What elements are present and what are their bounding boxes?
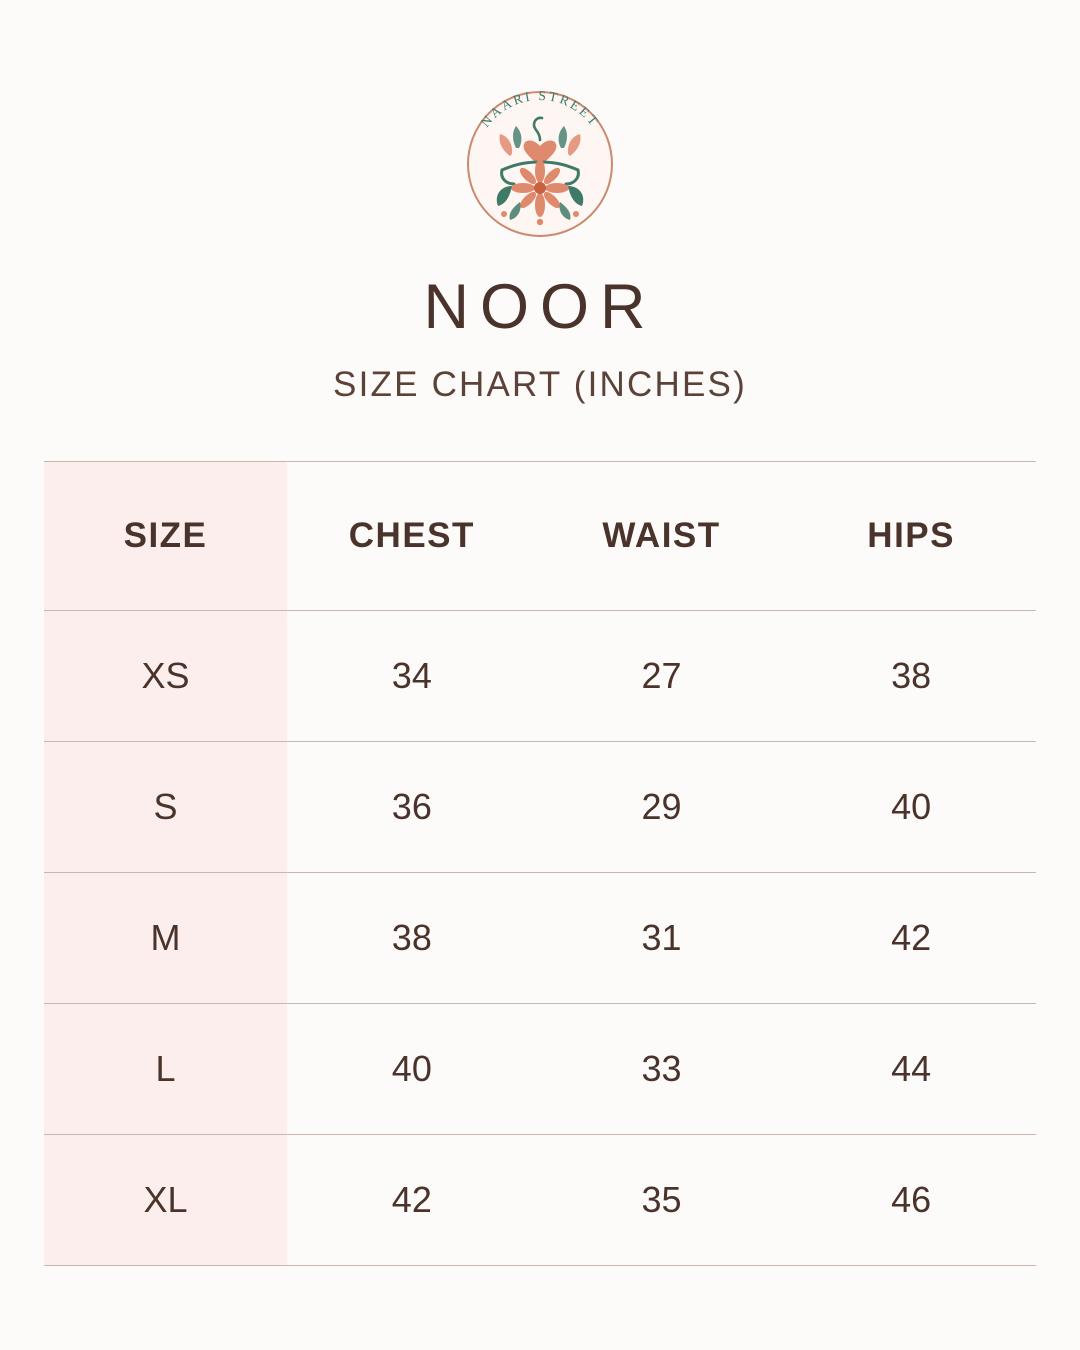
table-body	[44, 611, 1036, 1266]
cell-hips: 46	[786, 1135, 1036, 1266]
column-header-waist: WAIST	[537, 462, 787, 611]
cell-hips: 38	[786, 611, 1036, 742]
brand-name: NOOR	[423, 272, 657, 342]
cell-waist: 35	[537, 1135, 787, 1266]
cell-size: S	[44, 742, 287, 873]
table-header-row	[44, 462, 1036, 611]
cell-size: L	[44, 1004, 287, 1135]
hanger-floral-emblem-icon	[450, 74, 630, 254]
cell-hips: 40	[786, 742, 1036, 873]
cell-chest: 38	[287, 873, 537, 1004]
column-header-hips: HIPS	[786, 462, 1036, 611]
table-header	[44, 462, 1036, 611]
table-row	[44, 1004, 1036, 1135]
column-header-size: SIZE	[44, 462, 287, 611]
cell-chest: 42	[287, 1135, 537, 1266]
cell-waist: 31	[537, 873, 787, 1004]
cell-hips: 42	[786, 873, 1036, 1004]
cell-chest: 36	[287, 742, 537, 873]
table-row	[44, 742, 1036, 873]
svg-text:NAARI STREET: NAARI STREET	[477, 87, 603, 130]
table-row	[44, 611, 1036, 742]
cell-size: M	[44, 873, 287, 1004]
size-chart-table	[44, 461, 1036, 1266]
column-header-chest: CHEST	[287, 462, 537, 611]
brand-logo	[450, 74, 630, 254]
cell-hips: 44	[786, 1004, 1036, 1135]
table-row	[44, 873, 1036, 1004]
cell-waist: 29	[537, 742, 787, 873]
size-chart-table-wrap	[44, 461, 1036, 1266]
cell-chest: 34	[287, 611, 537, 742]
cell-size: XS	[44, 611, 287, 742]
table-row	[44, 1135, 1036, 1266]
cell-waist: 27	[537, 611, 787, 742]
cell-chest: 40	[287, 1004, 537, 1135]
cell-size: XL	[44, 1135, 287, 1266]
cell-waist: 33	[537, 1004, 787, 1135]
page-subtitle: SIZE CHART (INCHES)	[333, 365, 747, 404]
